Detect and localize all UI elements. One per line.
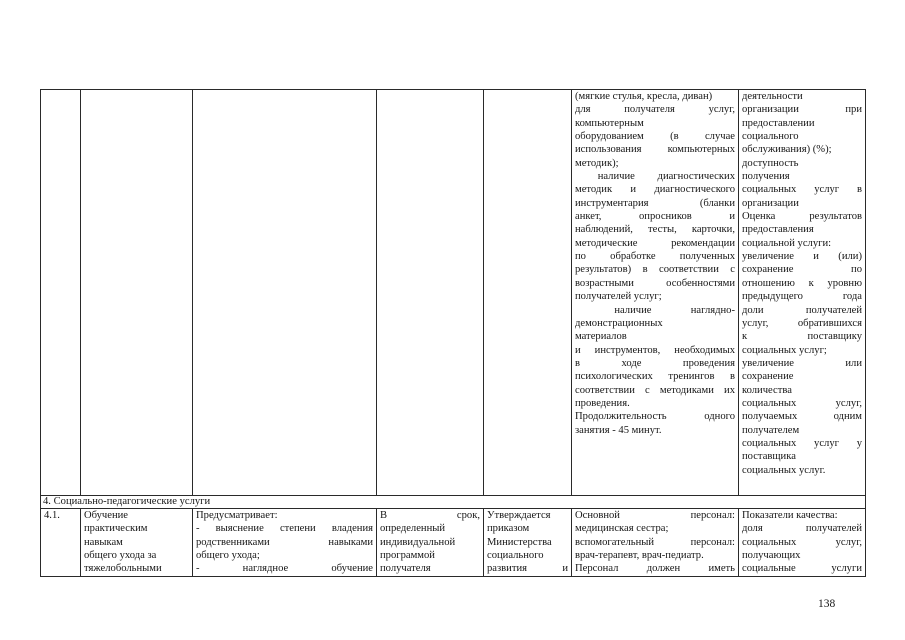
cell-line: предыдущего года	[742, 291, 862, 303]
cell-line: получающих	[742, 550, 801, 562]
cell-line: программой	[380, 550, 435, 562]
cell-line: соответствии с методиками их	[575, 384, 735, 396]
quality-indicators-cell	[739, 90, 866, 496]
cell-line: получателя	[380, 563, 431, 575]
cell-line: социального	[742, 131, 799, 143]
cell-line: наличие наглядно-	[575, 304, 735, 316]
cell-line: обслуживания) (%);	[742, 144, 832, 156]
cell-line: психологических тренингов в	[575, 371, 735, 383]
cell-line: оборудованием (в случае	[575, 131, 735, 143]
cell-line: и инструментов, необходимых	[575, 344, 735, 356]
cell-line: навыкам	[84, 536, 123, 548]
table-row	[41, 90, 866, 496]
cell-line: количества	[742, 384, 792, 396]
cell-line: Продолжительность одного	[575, 411, 735, 423]
term-cell	[377, 509, 484, 577]
cell-line: увеличение или	[742, 357, 862, 369]
cell-line: Предусматривает:	[196, 510, 278, 521]
cell-line: социального	[487, 550, 544, 562]
cell-line: доступность	[742, 157, 799, 169]
conditions-cell	[572, 90, 739, 496]
cell-line: по обработке полученных	[575, 251, 735, 263]
cell-line: определенный	[380, 523, 446, 535]
cell-line: получаемых одним	[742, 411, 862, 423]
cell-line: использования компьютерных	[575, 144, 735, 156]
cell-line: медицинская сестра;	[575, 523, 669, 535]
cell-line: организации	[742, 197, 799, 209]
cell-line: социальных услуг,	[742, 536, 862, 548]
cell-line: социальных услуг.	[742, 464, 826, 476]
cell-line: предоставления	[742, 224, 814, 236]
cell-line: В срок,	[380, 510, 480, 521]
cell-line: демонстрационных	[575, 317, 663, 329]
cell-line: родственниками навыками	[196, 536, 373, 548]
cell-line: возрастными особенностями	[575, 277, 735, 289]
services-table	[40, 89, 866, 577]
number-cell	[41, 509, 81, 577]
cell-line: практическим	[84, 523, 148, 535]
cell-line: проведения.	[575, 397, 630, 409]
conditions-cell	[572, 509, 739, 577]
cell-line: методик);	[575, 157, 619, 169]
cell-line: социальные услуги	[742, 563, 862, 575]
cell-line: Утверждается	[487, 510, 551, 521]
content-cell	[193, 90, 377, 496]
service-name-cell	[81, 509, 193, 577]
cell-line: Оценка результатов	[742, 211, 862, 223]
cell-line: сохранение	[742, 371, 794, 383]
content-cell	[193, 509, 377, 577]
cell-line: общего ухода за	[84, 550, 157, 562]
term-cell	[377, 90, 484, 496]
section-title: 4. Социально-педагогические услуги	[41, 496, 866, 509]
cell-line: получения	[742, 171, 790, 183]
cell-line: увеличение и (или)	[742, 251, 862, 263]
page-number: 138	[818, 598, 836, 610]
cell-line: приказом	[487, 523, 530, 535]
cell-line: социальных услуг,	[742, 397, 862, 409]
cell-line: предоставлении	[742, 117, 815, 129]
cell-line: социальных услуг у	[742, 437, 862, 449]
cell-line: занятия - 45 минут.	[575, 424, 662, 436]
number-cell	[41, 90, 81, 496]
cell-line: Обучение	[84, 510, 129, 521]
cell-line: для получателя услуг,	[575, 104, 735, 116]
cell-line: результатов) в соответствии с	[575, 264, 735, 276]
quality-indicators-cell	[739, 509, 866, 577]
cell-line: сохранение по	[742, 264, 862, 276]
cell-line: - выяснение степени владения	[196, 523, 373, 535]
cell-line: Министерства	[487, 536, 552, 548]
cell-line: в ходе проведения	[575, 357, 735, 369]
cell-line: Основной персонал:	[575, 510, 735, 521]
approval-cell	[484, 509, 572, 577]
cell-line: доля получателей	[742, 523, 862, 535]
cell-line: анкет, опросников и	[575, 211, 735, 223]
cell-line: услуг, обратившихся	[742, 317, 862, 329]
cell-line: деятельности	[742, 91, 803, 102]
cell-line: Показатели качества:	[742, 510, 838, 521]
cell-line: методические рекомендации	[575, 237, 735, 249]
cell-line: врач-терапевт, врач-педиатр.	[575, 550, 704, 562]
cell-line: доли получателей	[742, 304, 862, 316]
cell-line: поставщика	[742, 451, 796, 463]
cell-line: материалов	[575, 331, 627, 343]
section-header-row	[41, 496, 866, 509]
cell-line: развития и	[487, 563, 568, 575]
cell-line: (мягкие стулья, кресла, диван)	[575, 91, 713, 102]
cell-line: Персонал должен иметь	[575, 563, 735, 575]
service-name-cell	[81, 90, 193, 496]
approval-cell	[484, 90, 572, 496]
cell-line: социальной услуги:	[742, 237, 832, 249]
cell-line: индивидуальной	[380, 536, 456, 548]
cell-line: социальных услуг;	[742, 344, 827, 356]
cell-line: организации при	[742, 104, 862, 116]
cell-line: компьютерным	[575, 117, 644, 129]
cell-line: общего ухода;	[196, 550, 260, 562]
cell-line: социальных услуг в	[742, 184, 862, 196]
cell-line: - наглядное обучение	[196, 563, 373, 575]
cell-line: методик и диагностического	[575, 184, 735, 196]
cell-line: вспомогательный персонал:	[575, 536, 735, 548]
cell-line: получателей услуг;	[575, 291, 662, 303]
cell-line: наблюдений, тесты, карточки,	[575, 224, 735, 236]
cell-line: наличие диагностических	[575, 171, 735, 183]
row-number: 4.1.	[44, 510, 60, 521]
table-row	[41, 509, 866, 577]
cell-line: получателем	[742, 424, 800, 436]
cell-line: тяжелобольными	[84, 563, 162, 575]
cell-line: к поставщику	[742, 331, 862, 343]
cell-line: инструментария (бланки	[575, 197, 735, 209]
cell-line: отношению к уровню	[742, 277, 862, 289]
